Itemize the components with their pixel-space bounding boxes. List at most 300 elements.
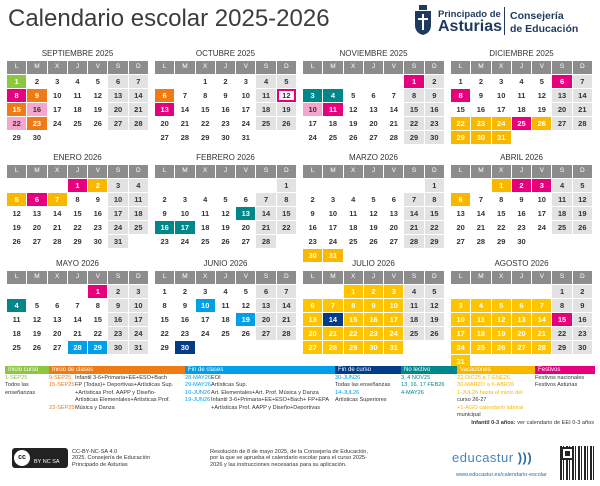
- day-cell: 27: [456, 237, 465, 246]
- weekday-header: D: [129, 271, 148, 284]
- day-cell: 25: [349, 237, 358, 246]
- day-cell: 7: [323, 299, 342, 312]
- legend-row: [185, 375, 335, 381]
- empty-cell: [344, 179, 363, 192]
- day-cell: 11: [201, 209, 210, 218]
- day-cell: 11: [471, 313, 490, 326]
- day-cell: 7: [48, 193, 67, 206]
- day-cell: 3: [451, 299, 470, 312]
- weekday-header: S: [552, 61, 571, 74]
- day-cell: 14: [389, 105, 398, 114]
- day-cell: 16: [93, 209, 102, 218]
- day-cell: 23: [308, 237, 317, 246]
- day-cell: 16: [108, 313, 127, 326]
- weekday-header: V: [236, 271, 255, 284]
- day-cell: 9: [425, 89, 444, 102]
- day-cell: 29: [12, 133, 21, 142]
- day-cell: 18: [256, 103, 275, 116]
- day-cell: 4: [519, 77, 524, 86]
- day-cell: 6: [391, 195, 396, 204]
- day-cell: 6: [27, 193, 46, 206]
- day-cell: 29: [160, 343, 169, 352]
- weekday-header: J: [364, 165, 383, 178]
- day-cell: 30: [175, 341, 194, 354]
- day-cell: 14: [476, 209, 486, 218]
- legend-value: Música y Danza: [75, 404, 115, 411]
- day-cell: 23: [425, 117, 444, 130]
- weekday-header: X: [48, 271, 67, 284]
- day-cell: 12: [425, 299, 444, 312]
- weekday-header: V: [384, 61, 403, 74]
- day-cell: 28: [277, 327, 296, 340]
- weekday-header: X: [48, 165, 67, 178]
- legend-row: [401, 382, 457, 388]
- day-cell: 21: [180, 119, 190, 128]
- legend-key: 4-MAY26: [401, 389, 424, 396]
- month-days-grid: [303, 165, 444, 262]
- weekday-header: L: [451, 165, 470, 178]
- day-cell: 30: [471, 131, 490, 144]
- day-cell: 1: [404, 75, 423, 88]
- legend-row: [335, 382, 401, 388]
- day-cell: 22: [344, 327, 363, 340]
- day-cell: 30: [517, 237, 526, 246]
- legend-key: enseñanzas: [5, 389, 36, 396]
- legend-rows: [49, 375, 185, 411]
- month-11: [303, 258, 444, 354]
- day-cell: 2: [108, 285, 127, 298]
- day-cell: 5: [371, 195, 376, 204]
- day-cell: 4: [203, 195, 208, 204]
- legend-row: [457, 375, 535, 381]
- empty-cell: [471, 179, 490, 192]
- day-cell: 18: [349, 223, 358, 232]
- legend-row: [335, 390, 401, 396]
- day-cell: 8: [499, 195, 504, 204]
- day-cell: 16: [364, 313, 383, 326]
- day-cell: 26: [32, 343, 42, 352]
- day-cell: 13: [512, 313, 531, 326]
- day-cell: 26: [532, 117, 551, 130]
- day-cell: 31: [492, 131, 511, 144]
- logo-principado: Principado de: [438, 9, 501, 20]
- empty-cell: [303, 75, 322, 88]
- month-8: [451, 152, 592, 248]
- day-cell: 30: [108, 341, 127, 354]
- legend-key: 1-JUL26 hasta el inicio del: [457, 389, 523, 396]
- qr-code-icon[interactable]: [560, 446, 594, 480]
- legend-row: [535, 375, 595, 381]
- day-cell: 5: [573, 179, 592, 192]
- day-cell: 11: [221, 301, 230, 310]
- educastur-text: educastur: [452, 450, 514, 465]
- day-cell: 22: [73, 223, 82, 232]
- day-cell: 7: [256, 193, 275, 206]
- legend-row: [185, 405, 335, 411]
- day-cell: 21: [389, 119, 398, 128]
- day-cell: 23: [471, 117, 490, 130]
- day-cell: 31: [323, 249, 342, 262]
- day-cell: 11: [552, 193, 571, 206]
- day-cell: 3: [129, 285, 148, 298]
- weekday-header: S: [108, 165, 127, 178]
- legend-rows: [335, 375, 401, 404]
- empty-cell: [512, 285, 531, 298]
- footer: [0, 440, 600, 486]
- day-cell: 18: [552, 207, 571, 220]
- day-cell: 22: [93, 329, 102, 338]
- weekday-header: J: [216, 165, 235, 178]
- day-cell: 19: [425, 313, 444, 326]
- weekday-header: V: [384, 165, 403, 178]
- month-days-grid: [155, 61, 296, 144]
- day-cell: 16: [308, 223, 317, 232]
- day-cell: 10: [241, 91, 250, 100]
- empty-cell: [7, 285, 26, 298]
- day-cell: 10: [53, 91, 62, 100]
- weekday-header: J: [364, 61, 383, 74]
- day-cell: 3: [330, 195, 335, 204]
- weekday-header: V: [384, 271, 403, 284]
- day-cell: 26: [241, 329, 250, 338]
- day-cell: 16: [27, 103, 46, 116]
- day-cell: 8: [277, 193, 296, 206]
- day-cell: 1: [552, 285, 571, 298]
- day-cell: 19: [221, 223, 230, 232]
- day-cell: 9: [519, 195, 524, 204]
- day-cell: 20: [108, 103, 127, 116]
- day-cell: 10: [196, 299, 215, 312]
- day-cell: 2: [34, 77, 39, 86]
- day-cell: 28: [256, 235, 275, 248]
- weekday-header: L: [155, 61, 174, 74]
- day-cell: 19: [537, 105, 546, 114]
- legend-festivos: [535, 366, 595, 426]
- day-cell: 6: [108, 75, 127, 88]
- weekday-header: J: [216, 271, 235, 284]
- weekday-header: M: [175, 61, 194, 74]
- day-cell: 8: [7, 89, 26, 102]
- day-cell: 13: [32, 209, 42, 218]
- legend-value: +Artísticas Prof. AAPP y Diseño-: [75, 389, 156, 396]
- legend-key: municipal: [457, 412, 481, 419]
- day-cell: 19: [93, 105, 102, 114]
- day-cell: 28: [476, 237, 486, 246]
- resolution-line: 2026 y las instrucciones necesarias para su aplicación.: [210, 461, 347, 468]
- weekday-header: M: [323, 271, 342, 284]
- weekday-header: V: [532, 271, 551, 284]
- day-cell: 16: [221, 105, 230, 114]
- empty-cell: [175, 179, 194, 192]
- day-cell: 5: [34, 301, 39, 310]
- day-cell: 14: [532, 313, 551, 326]
- day-cell: 6: [55, 301, 60, 310]
- day-cell: 3: [182, 195, 187, 204]
- day-cell: 5: [492, 299, 511, 312]
- educastur-link[interactable]: www.educastur.es/calendario-escolar: [456, 472, 547, 478]
- weekday-header: D: [425, 271, 444, 284]
- day-cell: 16: [517, 209, 526, 218]
- day-cell: 10: [328, 209, 338, 218]
- month-3: [303, 48, 444, 144]
- day-cell: 17: [53, 105, 62, 114]
- day-cell: 31: [451, 355, 470, 368]
- legend-fin-clases: [185, 366, 335, 426]
- day-cell: 13: [155, 103, 174, 116]
- day-cell: 27: [241, 237, 250, 246]
- day-cell: 20: [160, 119, 169, 128]
- legend-row: [401, 390, 457, 396]
- logo-asturias: Asturias: [438, 18, 503, 35]
- day-cell: 13: [369, 105, 378, 114]
- month-days-grid: [7, 271, 148, 354]
- day-cell: 6: [303, 299, 322, 312]
- day-cell: 5: [7, 193, 26, 206]
- legend-no-lectivo: [401, 366, 457, 426]
- legend-row: [535, 382, 595, 388]
- day-cell: 2: [310, 195, 315, 204]
- day-cell: 2: [182, 287, 187, 296]
- license-info: [72, 449, 150, 468]
- day-cell: 8: [95, 301, 100, 310]
- legend-value: Artísticas Sup.: [211, 382, 248, 389]
- day-cell: 21: [532, 327, 551, 340]
- weekday-header: X: [344, 271, 363, 284]
- day-cell: 1: [344, 285, 363, 298]
- weekday-header: V: [532, 61, 551, 74]
- day-cell: 21: [256, 221, 275, 234]
- legend-rows: [457, 375, 535, 418]
- logo-consejeria: Consejería: [510, 10, 564, 22]
- weekday-header: V: [88, 271, 107, 284]
- day-cell: 10: [180, 209, 190, 218]
- day-cell: 7: [532, 299, 551, 312]
- month-days-grid: [7, 165, 148, 248]
- day-cell: 5: [243, 287, 248, 296]
- day-cell: 31: [108, 235, 127, 248]
- empty-cell: [364, 179, 383, 192]
- license-line: CC-BY-NC-SA 4.0: [72, 449, 118, 455]
- day-cell: 8: [162, 301, 167, 310]
- day-cell: 22: [277, 221, 296, 234]
- legend-key: 28-MAY26: [185, 375, 212, 381]
- day-cell: 4: [351, 195, 356, 204]
- day-cell: 4: [223, 287, 228, 296]
- day-cell: 7: [404, 193, 423, 206]
- day-cell: 13: [456, 209, 465, 218]
- day-cell: 28: [323, 341, 342, 354]
- month-10: [155, 258, 296, 354]
- month-name: MARZO 2026: [349, 153, 398, 162]
- day-cell: 11: [73, 91, 82, 100]
- day-cell: 24: [384, 327, 403, 340]
- day-cell: 7: [391, 91, 396, 100]
- day-cell: 2: [478, 77, 483, 86]
- weekday-header: J: [512, 61, 531, 74]
- legend-head: No lectivo: [401, 366, 457, 374]
- month-days-grid: [7, 61, 148, 144]
- day-cell: 14: [180, 105, 190, 114]
- day-cell: 17: [497, 105, 506, 114]
- day-cell: 17: [201, 315, 210, 324]
- day-cell: 18: [221, 315, 230, 324]
- asturias-logo: [410, 4, 596, 38]
- legend-key: Artísticas Superiores: [335, 397, 387, 404]
- weekday-header: L: [451, 271, 470, 284]
- day-cell: 27: [53, 343, 62, 352]
- month-days-grid: [451, 61, 592, 144]
- weekday-header: J: [512, 271, 531, 284]
- day-cell: 16: [155, 221, 174, 234]
- day-cell: 12: [12, 209, 21, 218]
- day-cell: 15: [456, 105, 465, 114]
- day-cell: 26: [492, 341, 511, 354]
- month-days-grid: [451, 165, 592, 248]
- legend-row: [5, 375, 49, 381]
- day-cell: 11: [256, 89, 275, 102]
- day-cell: 10: [108, 193, 127, 206]
- weekday-header: M: [27, 165, 46, 178]
- day-cell: 17: [451, 327, 470, 340]
- day-cell: 11: [323, 103, 342, 116]
- day-cell: 21: [476, 223, 486, 232]
- day-cell: 25: [256, 117, 275, 130]
- empty-cell: [384, 179, 403, 192]
- day-cell: 18: [404, 313, 423, 326]
- day-cell: 28: [573, 117, 592, 130]
- legend-key: 13, 16, 17 FEB26: [401, 382, 445, 389]
- weekday-header: M: [323, 61, 342, 74]
- day-cell: 26: [12, 237, 21, 246]
- day-cell: 11: [129, 193, 148, 206]
- day-cell: 23: [108, 327, 127, 340]
- legend-key: +1-AGO calendario laboral: [457, 404, 524, 411]
- day-cell: 15: [425, 207, 444, 220]
- day-cell: 9: [364, 299, 383, 312]
- empty-cell: [323, 75, 342, 88]
- legend-key: Festivos nacionales: [535, 375, 585, 381]
- day-cell: 26: [277, 117, 296, 130]
- legend-value: Artísticas Elementales+Artísticas Prof.: [75, 397, 170, 404]
- day-cell: 12: [221, 209, 230, 218]
- day-cell: 12: [492, 313, 511, 326]
- page-title: Calendario escolar 2025-2026: [8, 5, 330, 32]
- empty-cell: [48, 179, 67, 192]
- day-cell: 23: [364, 327, 383, 340]
- legend-key: 9-SEP25: [49, 375, 72, 381]
- day-cell: 16: [425, 103, 444, 116]
- day-cell: 11: [349, 209, 358, 218]
- day-cell: 24: [180, 237, 190, 246]
- day-cell: 28: [180, 133, 190, 142]
- day-cell: 7: [75, 301, 80, 310]
- day-cell: 23: [160, 237, 169, 246]
- legend-key: 30-MARZO a 6-ABR26: [457, 382, 515, 389]
- day-cell: 28: [53, 237, 62, 246]
- day-cell: 30: [303, 249, 322, 262]
- day-cell: 22: [425, 221, 444, 234]
- day-cell: 6: [243, 195, 248, 204]
- month-days-grid: [155, 165, 296, 248]
- legend-inicio-curso: [5, 366, 49, 426]
- day-cell: 22: [451, 117, 470, 130]
- day-cell: 20: [512, 327, 531, 340]
- month-name: ABRIL 2026: [500, 153, 543, 162]
- weekday-header: D: [573, 61, 592, 74]
- day-cell: 2: [162, 195, 167, 204]
- license-line: 2025. Consejería de Educación: [72, 455, 151, 462]
- empty-cell: [216, 179, 235, 192]
- day-cell: 27: [389, 237, 398, 246]
- day-cell: 21: [323, 327, 342, 340]
- day-cell: 17: [129, 313, 148, 326]
- day-cell: 22: [201, 119, 210, 128]
- day-cell: 22: [404, 117, 423, 130]
- day-cell: 27: [552, 117, 571, 130]
- crest-icon: [413, 5, 433, 36]
- day-cell: 15: [277, 207, 296, 220]
- weekday-header: L: [303, 61, 322, 74]
- day-cell: 1: [162, 287, 167, 296]
- weekday-header: V: [236, 165, 255, 178]
- legend-value: Infantil 3-6+Primaria+EE+ESO+Bach+ FP+EPA: [211, 397, 330, 404]
- weekday-header: M: [175, 165, 194, 178]
- day-cell: 8: [344, 299, 363, 312]
- legend-key: 22-DIC25 a 7-ENE26: [457, 375, 510, 381]
- weekday-header: J: [512, 165, 531, 178]
- day-cell: 3: [532, 179, 551, 192]
- day-cell: 25: [512, 117, 531, 130]
- day-cell: 6: [155, 89, 174, 102]
- day-cell: 1: [68, 179, 87, 192]
- legend-key: 10-JUN26: [185, 389, 211, 396]
- month-9: [7, 258, 148, 354]
- day-cell: 24: [328, 237, 338, 246]
- day-cell: 23: [180, 329, 190, 338]
- day-cell: 3: [303, 89, 322, 102]
- day-cell: 8: [552, 299, 571, 312]
- day-cell: 24: [201, 329, 210, 338]
- day-cell: 20: [303, 327, 322, 340]
- day-cell: 30: [32, 133, 42, 142]
- day-cell: 27: [303, 341, 322, 354]
- day-cell: 11: [517, 91, 526, 100]
- month-days-grid: [303, 61, 444, 144]
- day-cell: 11: [12, 315, 21, 324]
- day-cell: 8: [203, 91, 208, 100]
- day-cell: 28: [389, 133, 398, 142]
- day-cell: 17: [308, 119, 317, 128]
- month-name: DICIEMBRE 2025: [489, 49, 554, 58]
- day-cell: 21: [404, 221, 423, 234]
- day-cell: 4: [552, 179, 571, 192]
- empty-cell: [303, 179, 322, 192]
- day-cell: 19: [492, 327, 511, 340]
- cc-license-badge[interactable]: [12, 448, 68, 468]
- empty-cell: [323, 285, 342, 298]
- day-cell: 25: [404, 327, 423, 340]
- weekday-header: L: [303, 271, 322, 284]
- legend-row: [185, 390, 335, 396]
- weekday-header: J: [364, 271, 383, 284]
- day-cell: 4: [323, 89, 342, 102]
- day-cell: 18: [328, 119, 338, 128]
- legend-row: [457, 412, 535, 418]
- empty-cell: [48, 285, 67, 298]
- day-cell: 23: [27, 117, 46, 130]
- month-name: JUNIO 2026: [203, 259, 248, 268]
- educastur-logo[interactable]: [452, 450, 532, 465]
